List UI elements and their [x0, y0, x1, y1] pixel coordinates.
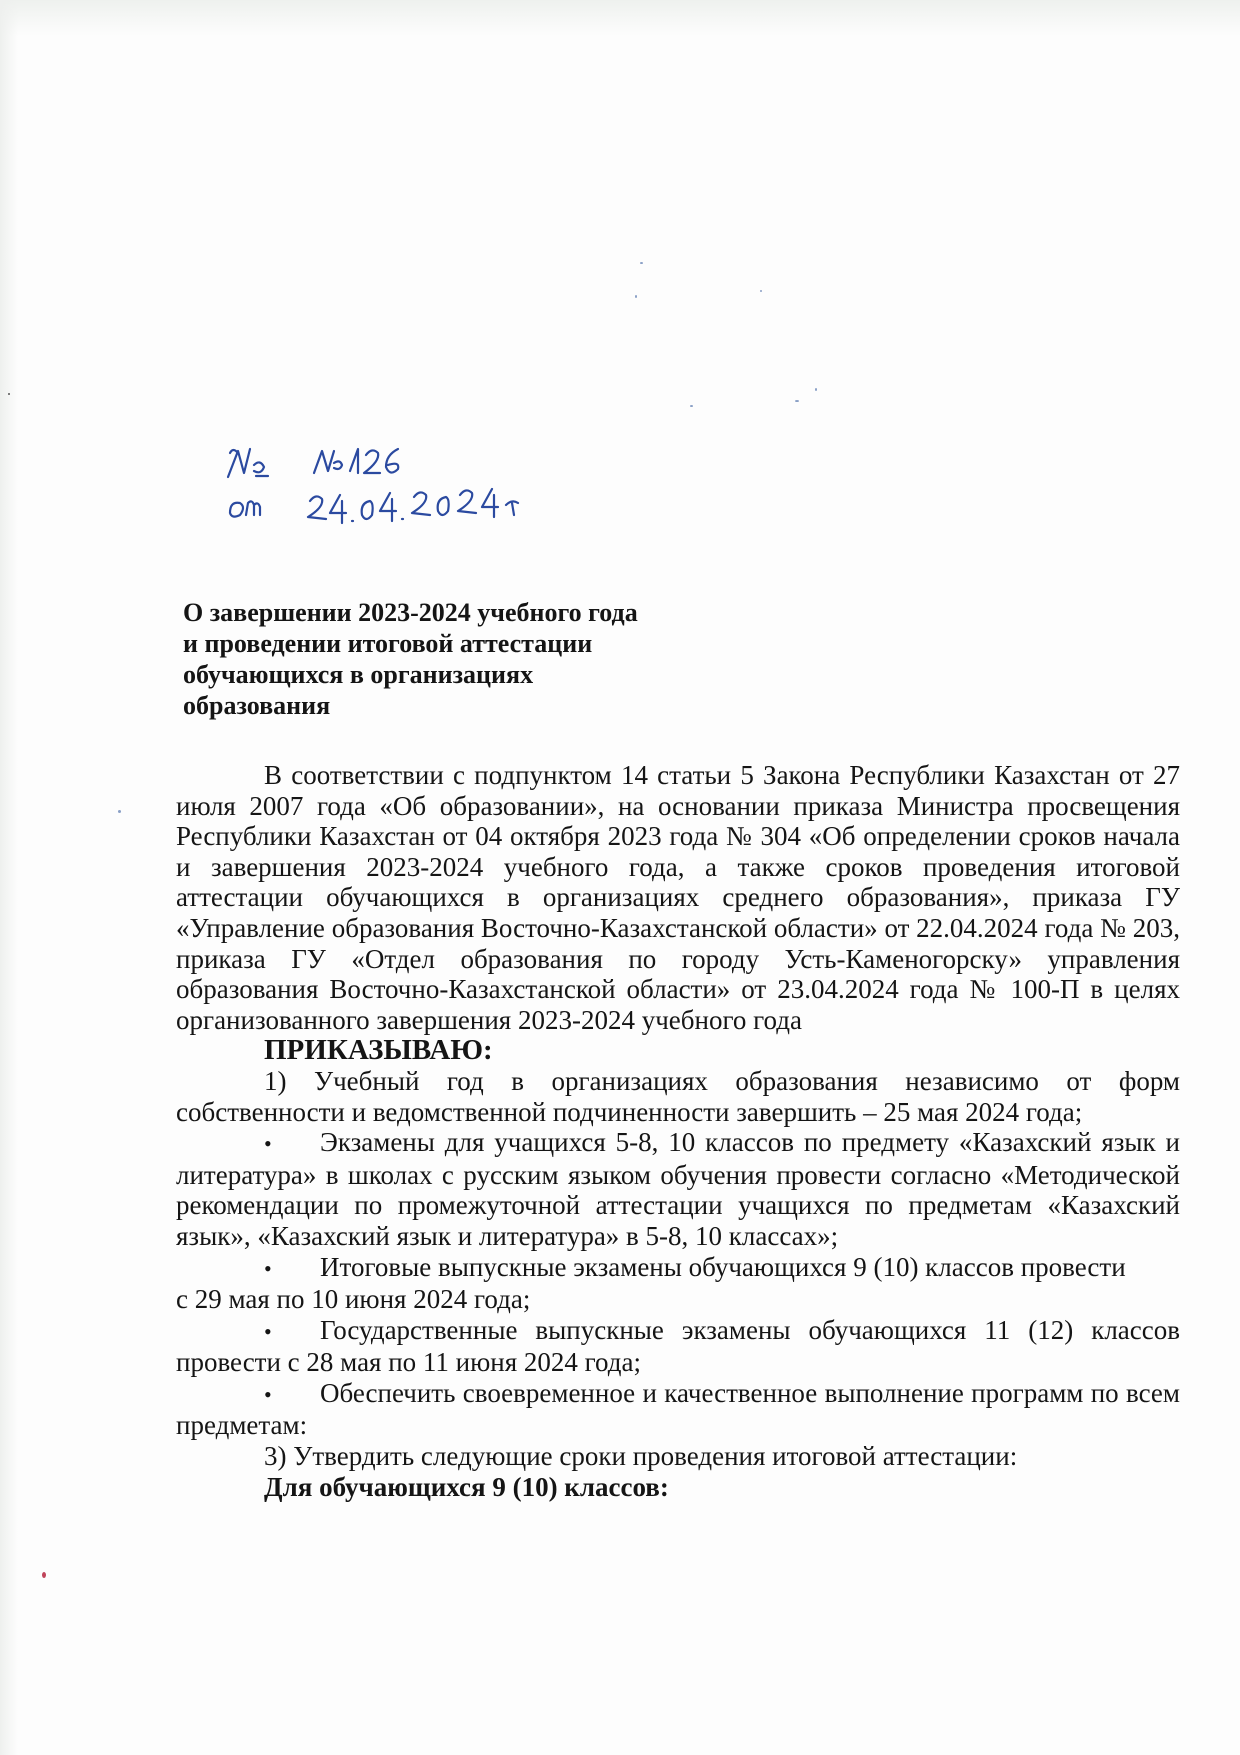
- preamble-paragraph: В соответствии с подпунктом 14 статьи 5 Закона Республики Казахстан от 27 июля 2007 года «Об образовании», на основании приказа Министра просвещения Республики Казахстан от 04 октября 2023 года № 304 «Об определении сроков начала и завершения 2023-2024 учебного года, а также сроков проведения итоговой аттестации обучающихся в организациях среднего образования», приказа ГУ «Управление образования Восточно-Казахстанской области» от 22.04.2024 года № 203, приказа ГУ «Отдел образования по городу Усть-Каменогорску» управления образования Восточно-Казахстанской области» от 23.04.2024 года № 100-П в целях организованного завершения 2023-2024 учебного года: [176, 760, 1180, 1035]
- order-word: ПРИКАЗЫВАЮ:: [264, 1034, 493, 1067]
- item-1: 1) Учебный год в организациях образования независимо от форм собственности и ведомственной подчиненности завершить – 25 мая 2024 года;: [176, 1065, 1180, 1127]
- bullet-item-state-exams-11: [176, 1315, 1180, 1378]
- item-3: 3) Утвердить следующие сроки проведения итоговой аттестации:: [264, 1441, 1018, 1472]
- title-line-2: и проведении итоговой аттестации: [183, 629, 593, 658]
- bullet-icon: •: [264, 1255, 272, 1281]
- title-line-3: обучающихся в организациях: [183, 660, 534, 689]
- scan-speck: [42, 1572, 46, 1578]
- bullet-item-kazakh-exams: [176, 1127, 1180, 1251]
- scan-edge-left: [0, 0, 18, 1755]
- document-body: [176, 760, 1180, 1502]
- bullet-text: Государственные выпускные экзамены обучающихся 11 (12) классов провести с 28 мая по 11 июня 2024 года;: [176, 1314, 1180, 1378]
- scan-speck: [8, 393, 10, 395]
- bullet-text: Итоговые выпускные экзамены обучающихся 9 (10) классов провести: [320, 1251, 1126, 1282]
- bullet-icon: •: [264, 1381, 272, 1407]
- title-line-4: образования: [183, 691, 331, 720]
- document-title: [183, 597, 743, 721]
- scan-speck: [690, 405, 693, 407]
- bullet-icon: •: [264, 1131, 272, 1157]
- bullet-icon: •: [264, 1318, 272, 1344]
- scan-speck: [760, 290, 762, 292]
- handwritten-registration: [222, 443, 562, 533]
- scan-speck: [118, 810, 121, 813]
- scan-speck: [795, 400, 799, 402]
- scan-speck: [640, 262, 643, 264]
- title-line-1: О завершении 2023-2024 учебного года: [183, 598, 638, 627]
- scan-edge-top: [0, 0, 1240, 36]
- scan-speck: [815, 388, 817, 391]
- bullet-text: Экзамены для учащихся 5-8, 10 классов по предмету «Казахский язык и литература» в школах с русским языком обучения провести согласно «Методической рекомендации по промежуточной аттестации учащихся по предметам «Казахский язык», «Казахский язык и литература» в 5-8, 10 классах»;: [176, 1127, 1180, 1251]
- section-heading: Для обучающихся 9 (10) классов:: [264, 1471, 669, 1502]
- bullet-continuation: с 29 мая по 10 июня 2024 года;: [176, 1284, 531, 1315]
- bullet-item-final-exams-9: [176, 1252, 1180, 1285]
- scan-speck: [635, 295, 637, 298]
- bullet-text: Обеспечить своевременное и качественное выполнение программ по всем предметам:: [176, 1377, 1180, 1441]
- bullet-item-programs: [176, 1378, 1180, 1441]
